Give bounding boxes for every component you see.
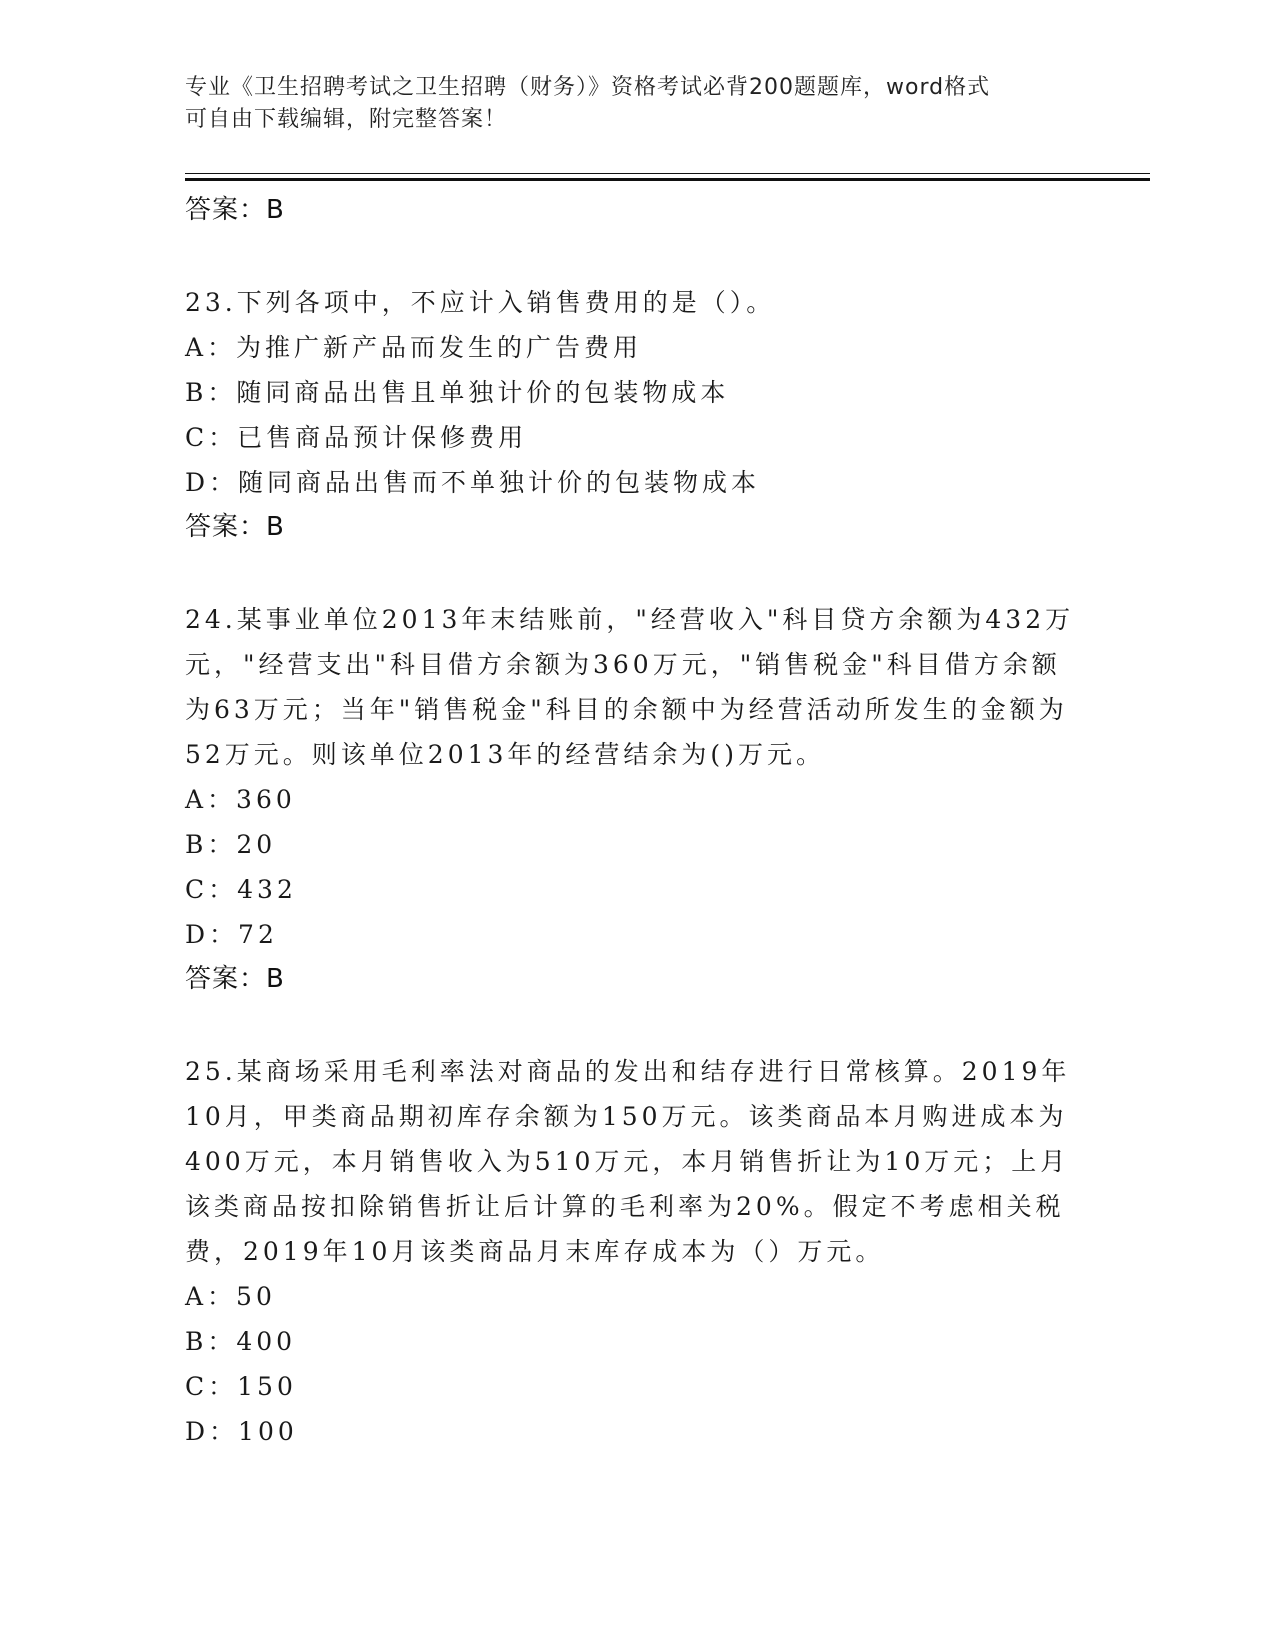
document-content: [185, 188, 1075, 1454]
previous-answer: 答案：B: [185, 195, 285, 225]
question-stem-line: 元，"经营支出"科目借方余额为360万元，"销售税金"科目借方余额: [185, 650, 1061, 679]
header-divider-thin: [185, 173, 1150, 174]
option-a: A：为推广新产品而发生的广告费用: [185, 333, 643, 362]
option-d: D：72: [185, 920, 278, 949]
header-line-1: 专业《卫生招聘考试之卫生招聘（财务）》资格考试必背200题题库，word格式: [185, 75, 991, 100]
option-a: A：50: [185, 1282, 276, 1311]
question-stem-line: 10月，甲类商品期初库存余额为150万元。该类商品本月购进成本为: [185, 1102, 1068, 1131]
option-b: B：400: [185, 1327, 297, 1356]
question-stem-line: 400万元，本月销售收入为510万元，本月销售折让为10万元；上月: [185, 1147, 1070, 1176]
option-b: B：20: [185, 830, 277, 859]
question-answer: 答案：B: [185, 964, 285, 994]
question-23: [185, 280, 1075, 550]
option-b: B：随同商品出售且单独计价的包装物成本: [185, 378, 730, 407]
question-stem-line: 该类商品按扣除销售折让后计算的毛利率为20%。假定不考虑相关税: [185, 1192, 1065, 1221]
option-a: A：360: [185, 785, 296, 814]
option-d: D：随同商品出售而不单独计价的包装物成本: [185, 468, 761, 497]
question-stem-line: 为63万元；当年"销售税金"科目的余额中为经营活动所发生的金额为: [185, 695, 1068, 724]
question-stem-line: 52万元。则该单位2013年的经营结余为()万元。: [185, 740, 825, 769]
option-c: C：已售商品预计保修费用: [185, 423, 528, 452]
header-divider-thick: [185, 178, 1150, 181]
question-25: [185, 1049, 1075, 1454]
question-stem-line: 25.某商场采用毛利率法对商品的发出和结存进行日常核算。2019年: [185, 1057, 1071, 1086]
header-line-2: 可自由下载编辑，附完整答案！: [185, 107, 508, 132]
question-stem-line: 费，2019年10月该类商品月末库存成本为（）万元。: [185, 1237, 885, 1266]
question-answer: 答案：B: [185, 512, 285, 542]
option-c: C：432: [185, 875, 297, 904]
question-24: [185, 597, 1075, 1002]
document-header: [185, 72, 1065, 136]
question-stem: 23.下列各项中，不应计入销售费用的是（）。: [185, 288, 776, 317]
question-stem-line: 24.某事业单位2013年末结账前，"经营收入"科目贷方余额为432万: [185, 605, 1075, 634]
option-d: D：100: [185, 1417, 298, 1446]
option-c: C：150: [185, 1372, 297, 1401]
